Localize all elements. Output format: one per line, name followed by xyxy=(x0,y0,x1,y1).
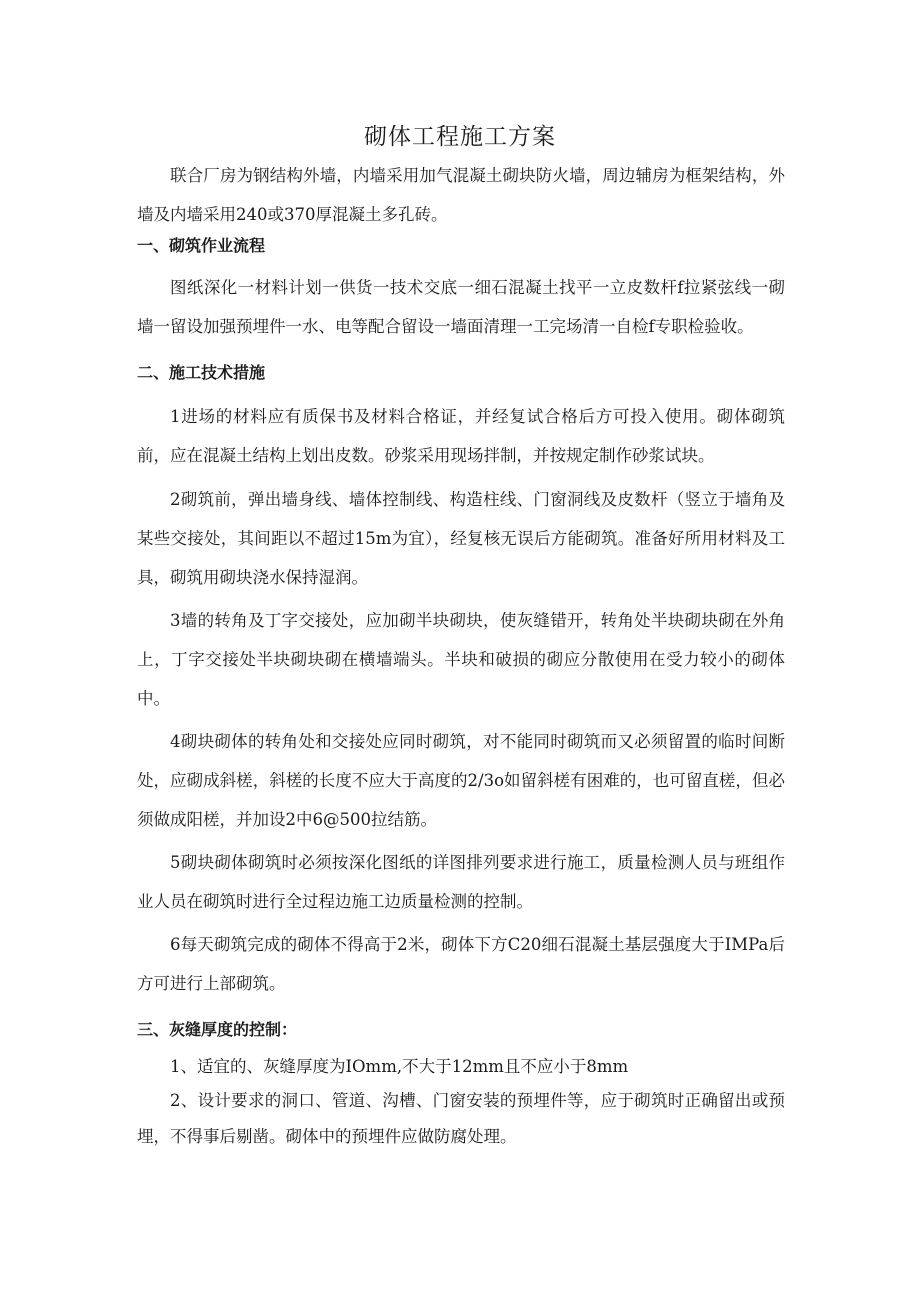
section2-item-2: 2砌筑前，弹出墙身线、墙体控制线、构造柱线、门窗洞线及皮数杆（竖立于墙角及某些交接处，其间距以不超过15m为宜），经复核无误后方能砌筑。准备好所用材料及工具，砌筑用砌块浇水保持湿润。 xyxy=(137,490,785,587)
section2-item-5: 5砌块砌体砌筑时必须按深化图纸的详图排列要求进行施工，质量检测人员与班组作业人员在砌筑时进行全过程边施工边质量检测的控制。 xyxy=(137,853,785,911)
section3-item-2: 2、设计要求的洞口、管道、沟槽、门窗安装的预埋件等，应于砌筑时正确留出或预埋，不得事后剔凿。砌体中的预埋件应做防腐处理。 xyxy=(137,1091,785,1146)
section2-item-1: 1进场的材料应有质保书及材料合格证，并经复试合格后方可投入使用。砌体砌筑前，应在混凝土结构上划出皮数。砂浆采用现场拌制，并按规定制作砂浆试块。 xyxy=(137,407,785,465)
section3-heading: 三、灰缝厚度的控制： xyxy=(137,1020,298,1039)
section2-item-4: 4砌块砌体的转角处和交接处应同时砌筑，对不能同时砌筑而又必须留置的临时间断处，应砌成斜槎，斜槎的长度不应大于高度的2/3o如留斜槎有困难的，也可留直槎，但必须做成阳槎，并加设2中6@500拉结筋。 xyxy=(137,732,785,829)
section3-item-1: 1、适宜的、灰缝厚度为IOmm,不大于12mm且不应小于8mm xyxy=(170,1057,629,1076)
section1-body: 图纸深化一材料计划一供货一技术交底一细石混凝土找平一立皮数杆f拉紧弦线一砌墙一留设加强预埋件一水、电等配合留设一墙面清理一工完场清一自检f专职检验收。 xyxy=(137,278,785,336)
section2-item-6: 6每天砌筑完成的砌体不得高于2米，砌体下方C20细石混凝土基层强度大于IMPa后方可进行上部砌筑。 xyxy=(137,935,785,993)
section1-heading: 一、砌筑作业流程 xyxy=(137,236,266,255)
section2-item-3: 3墙的转角及丁字交接处，应加砌半块砌块，使灰缝错开，转角处半块砌块砌在外角上，丁字交接处半块砌块砌在横墙端头。半块和破损的砌应分散使用在受力较小的砌体中。 xyxy=(137,611,785,708)
intro-paragraph: 联合厂房为钢结构外墙，内墙采用加气混凝土砌块防火墙，周边辅房为框架结构，外墙及内墙采用240或370厚混凝土多孔砖。 xyxy=(137,166,785,224)
section2-heading: 二、施工技术措施 xyxy=(137,363,266,382)
page-title: 砌体工程施工方案 xyxy=(364,124,556,150)
